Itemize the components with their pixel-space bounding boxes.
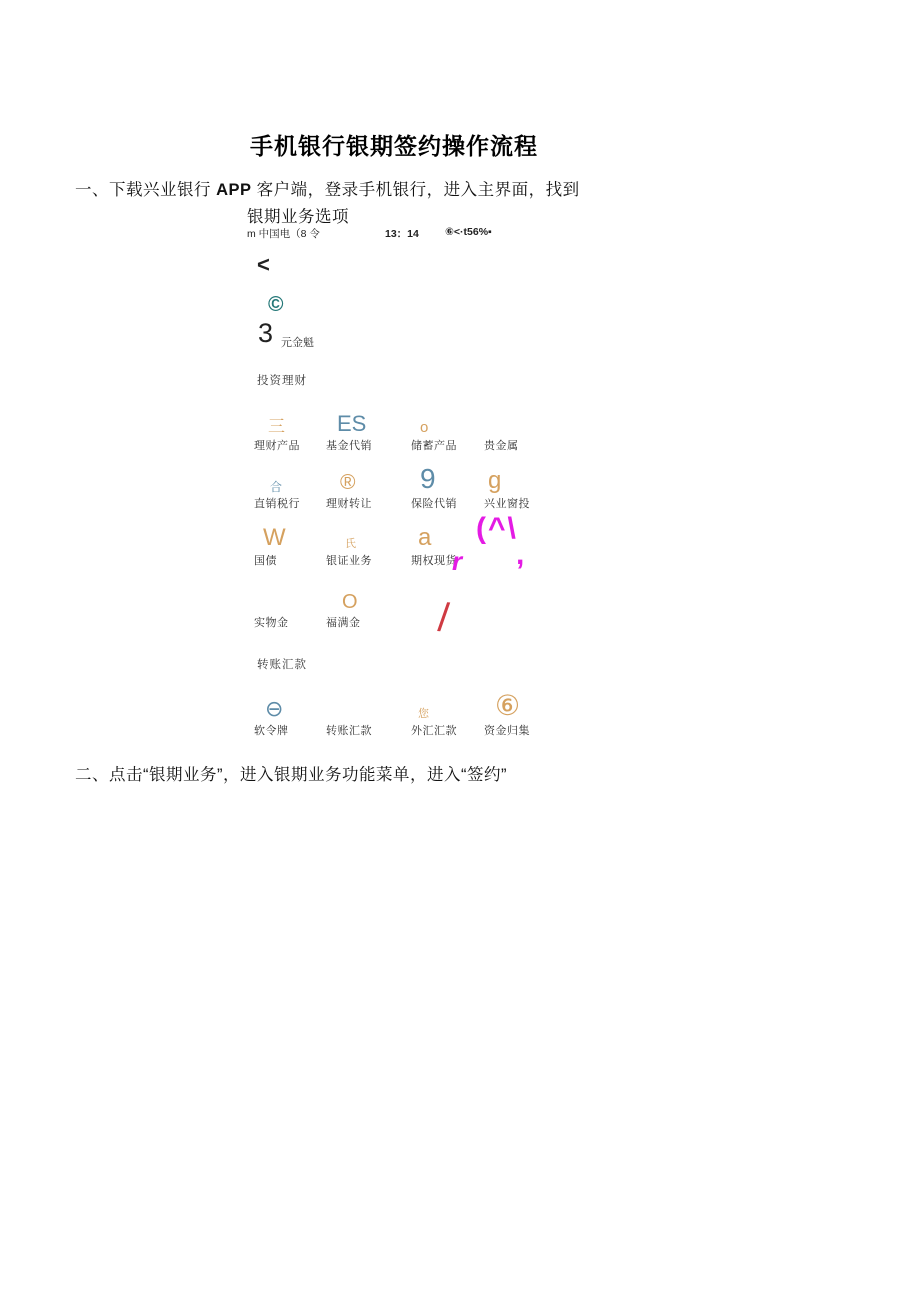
app-item-precious-metals[interactable]: [484, 403, 566, 453]
step1-text-line2: 银期业务选项: [247, 208, 349, 226]
amount-value: 3: [258, 318, 274, 348]
app-item-wealth-transfer[interactable]: [326, 461, 408, 511]
insurance-agency-icon: 9: [420, 463, 436, 494]
marker-annotation-stroke: r: [452, 546, 463, 576]
status-carrier-text: m 中国电（8 令: [247, 228, 320, 240]
app-item-label: 福满金: [326, 617, 361, 629]
step2-text: 二、点击“银期业务”，进入银期业务功能菜单，进入“签约”: [75, 766, 507, 784]
app-item-label: 资金归集: [484, 725, 530, 737]
app-item-label: 实物金: [254, 617, 289, 629]
savings-products-icon: o: [420, 419, 429, 436]
status-time-text: 13：14: [385, 228, 419, 240]
step1-app-bold: APP: [216, 181, 252, 199]
app-item-label: 保险代销: [411, 498, 457, 510]
back-chevron-icon[interactable]: <: [257, 252, 270, 277]
app-item-options-spot[interactable]: [411, 518, 493, 568]
app-item-label: 外汇汇款: [411, 725, 457, 737]
app-item-label: 基金代销: [326, 440, 372, 452]
direct-bank-icon: 合: [270, 480, 283, 494]
app-item-label: 软令牌: [254, 725, 289, 737]
app-item-insurance-agency[interactable]: [411, 461, 493, 511]
amount-label: 元金魁: [281, 337, 314, 349]
app-item-savings-products[interactable]: [411, 403, 493, 453]
fund-collection-icon: ⑥: [495, 690, 521, 721]
options-spot-icon: a: [418, 524, 432, 551]
app-item-soft-token[interactable]: [254, 688, 336, 738]
app-item-forex-remit[interactable]: [411, 688, 493, 738]
app-item-physical-gold[interactable]: [254, 580, 336, 630]
wealth-products-icon: 三: [268, 417, 285, 436]
app-item-label: 储蓄产品: [411, 440, 457, 452]
app-item-label: 贵金属: [484, 440, 519, 452]
app-item-fumanjin[interactable]: [326, 580, 408, 630]
step1-prefix: 一、下载兴业银行: [75, 181, 217, 199]
fund-agency-icon: ES: [337, 411, 367, 436]
bank-securities-icon: 氏: [345, 538, 356, 550]
section-title-invest: 投资理财: [257, 375, 307, 387]
marker-annotation-stroke: (^\: [476, 512, 518, 545]
marker-annotation-stroke: ,: [516, 538, 525, 571]
app-item-label: 理财转让: [326, 498, 372, 510]
app-item-transfer-remit[interactable]: [326, 688, 408, 738]
app-item-treasury-bonds[interactable]: [254, 518, 336, 568]
app-item-label: 转账汇款: [326, 725, 372, 737]
xingye-invest-icon: g: [488, 467, 502, 494]
fumanjin-icon: O: [342, 591, 358, 613]
app-item-fund-collection[interactable]: [484, 688, 566, 738]
treasury-bonds-icon: W: [263, 524, 286, 551]
status-battery-text: ⑥<·t56%▪: [445, 226, 492, 238]
app-item-direct-bank[interactable]: [254, 461, 336, 511]
forex-remit-icon: 您: [418, 708, 429, 720]
bank-logo-icon: ©: [268, 293, 284, 316]
page-title: 手机银行银期签约操作流程: [250, 133, 538, 159]
app-item-bank-securities[interactable]: [326, 518, 408, 568]
app-item-label: 理财产品: [254, 440, 300, 452]
section-title-transfer: 转账汇款: [257, 659, 307, 671]
step1-text: [75, 176, 580, 200]
app-item-label: 银证业务: [326, 555, 372, 567]
app-item-label: 期权现货: [411, 555, 457, 567]
app-item-label: 国债: [254, 555, 277, 567]
step1-suffix: 客户端，登录手机银行，进入主界面，找到: [251, 181, 580, 199]
app-item-label: 兴业窗投: [484, 498, 530, 510]
soft-token-icon: ⊖: [265, 696, 284, 721]
wealth-transfer-icon: ®: [340, 471, 356, 494]
app-item-wealth-products[interactable]: [254, 403, 336, 453]
marker-annotation-stroke: /: [436, 595, 451, 641]
app-item-xingye-invest[interactable]: [484, 461, 566, 511]
app-item-label: 直销税行: [254, 498, 300, 510]
app-item-fund-agency[interactable]: [326, 403, 408, 453]
